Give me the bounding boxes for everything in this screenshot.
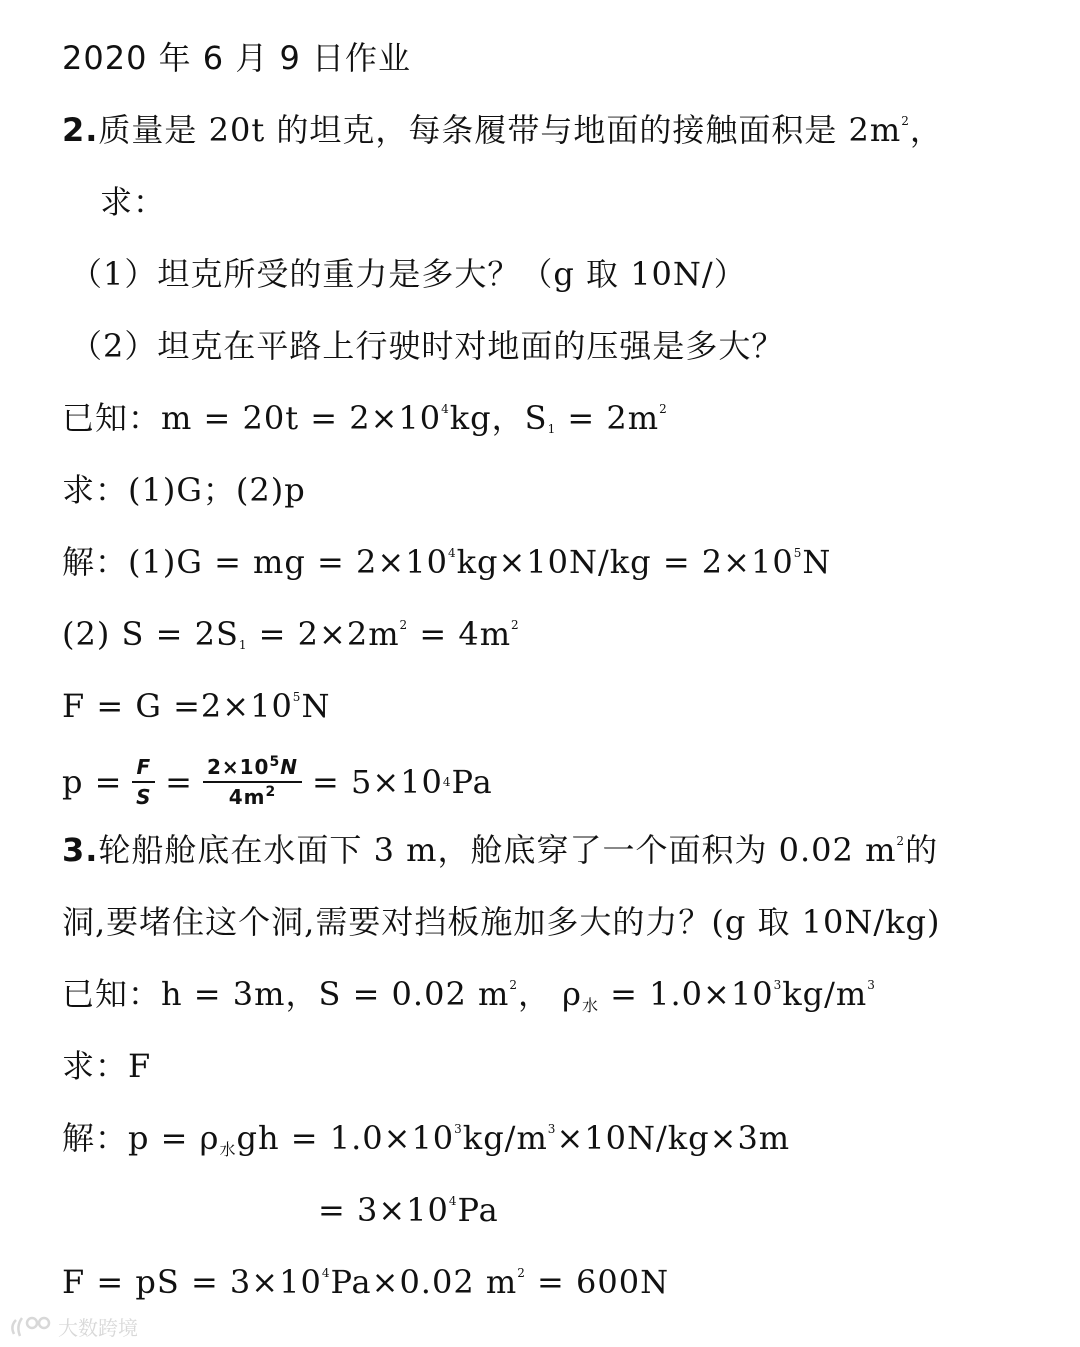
solution-2-find: 求：(1)G；(2)p: [62, 471, 306, 509]
text: (2) S = 2S: [62, 615, 239, 653]
question-number: 2.: [62, 111, 99, 149]
text: = 600N: [525, 1263, 670, 1301]
watermark-logo-icon: [8, 1314, 54, 1340]
watermark-text: 大数跨境: [58, 1316, 138, 1340]
solution-3-known: [62, 974, 876, 1026]
text: gh = 1.0×10: [236, 1119, 455, 1157]
question-2-line-1: [62, 110, 943, 150]
superscript: 3: [454, 1122, 463, 1136]
superscript: 3: [867, 978, 876, 992]
superscript: 2: [399, 618, 409, 632]
fraction-denominator: [136, 783, 151, 809]
text: N: [802, 543, 832, 581]
superscript: 4: [447, 546, 457, 560]
superscript: 3: [773, 978, 783, 992]
text: 已知：h = 3m，S = 0.02 m: [62, 975, 510, 1013]
question-number: 3.: [62, 831, 99, 869]
fraction-f-over-s: [132, 755, 155, 809]
text: = 1.0×10: [598, 975, 774, 1013]
text: Pa: [451, 763, 493, 801]
solution-3-find: 求：F: [62, 1047, 152, 1085]
solution-2-pressure: p = $\frac{F}{S}$ = $\frac{2\times 10^5N}{4m^2}$ = 5×10 4 Pa: [62, 750, 493, 814]
superscript: 4: [441, 402, 450, 416]
text: 已知：m = 20t = 2×10: [62, 399, 442, 437]
superscript: 5: [269, 754, 281, 770]
subscript: 水: [581, 996, 599, 1015]
text: = 2m: [556, 399, 660, 437]
text: Pa×0.02 m: [330, 1263, 518, 1301]
fraction-numerator: [132, 755, 155, 783]
page-title: 2020 年 6 月 9 日作业: [62, 39, 412, 77]
text: = 2×2m: [247, 615, 400, 653]
text: kg，S: [449, 399, 548, 437]
question-text: ，: [909, 111, 943, 149]
superscript: 2: [511, 618, 520, 632]
superscript: 2: [659, 402, 668, 416]
text: p =: [62, 763, 123, 801]
question-text: 轮船舱底在水面下 3 m，舱底穿了一个面积为 0.02 m: [98, 831, 897, 869]
numerator-unit: N: [280, 755, 298, 779]
superscript: 3: [547, 1122, 557, 1136]
superscript: 2: [517, 1266, 526, 1280]
text: F = G =2×10: [62, 687, 293, 725]
superscript: 2: [265, 784, 277, 800]
numerator-text: F: [136, 755, 152, 779]
solution-2-force: [62, 686, 330, 726]
fraction-numerator: [203, 755, 302, 783]
question-2-subquestion-2: （2）坦克在平路上行驶时对地面的压强是多大？: [70, 327, 785, 365]
text: ， ρ: [517, 975, 582, 1013]
solution-2-step-1: [62, 542, 831, 582]
question-2-subquestion-1: （1）坦克所受的重力是多大？（g 取 10N/）: [70, 255, 747, 293]
text: = 5×10: [311, 763, 443, 801]
subscript: 1: [547, 422, 557, 436]
superscript: 5: [292, 690, 302, 704]
text: ×10N/kg×3m: [556, 1119, 791, 1157]
solution-3-force: [62, 1262, 669, 1302]
solution-2-known: [62, 398, 668, 438]
superscript: 5: [793, 546, 803, 560]
subscript: 1: [238, 638, 248, 652]
watermark: [8, 1312, 138, 1341]
text: = 3×10: [318, 1191, 449, 1229]
text: Pa: [457, 1191, 499, 1229]
text: kg/m: [462, 1119, 548, 1157]
text: 解：(1)G = mg = 2×10: [62, 543, 448, 581]
superscript: 4: [321, 1266, 331, 1280]
text: =: [165, 763, 193, 801]
question-2-line-2: 求：: [100, 183, 167, 221]
superscript: 4: [448, 1194, 458, 1208]
question-3-line-2: 洞,要堵住这个洞,需要对挡板施加多大的力？(g 取 10N/kg): [62, 903, 941, 941]
text: N: [301, 687, 331, 725]
question-text: 的: [905, 831, 939, 869]
text: 解：p = ρ: [62, 1119, 220, 1157]
solution-3-pressure-result: [318, 1190, 499, 1230]
text: F = pS = 3×10: [62, 1263, 322, 1301]
fraction-value: [203, 755, 302, 809]
text: kg×10N/kg = 2×10: [456, 543, 794, 581]
numerator-text: 2×10: [206, 755, 270, 779]
superscript: 2: [896, 834, 906, 848]
question-3-line-1: [62, 830, 938, 870]
superscript: 2: [509, 978, 518, 992]
denominator-text: 4m: [228, 785, 266, 809]
text: = 4m: [408, 615, 512, 653]
question-text: 质量是 20t 的坦克，每条履带与地面的接触面积是 2m: [98, 111, 902, 149]
solution-2-step-2: [62, 614, 520, 654]
fraction-denominator: [229, 783, 277, 809]
superscript: 2: [901, 114, 910, 128]
denominator-text: S: [136, 785, 152, 809]
subscript: 水: [219, 1140, 237, 1159]
solution-3-pressure: [62, 1118, 790, 1170]
text: kg/m: [782, 975, 868, 1013]
